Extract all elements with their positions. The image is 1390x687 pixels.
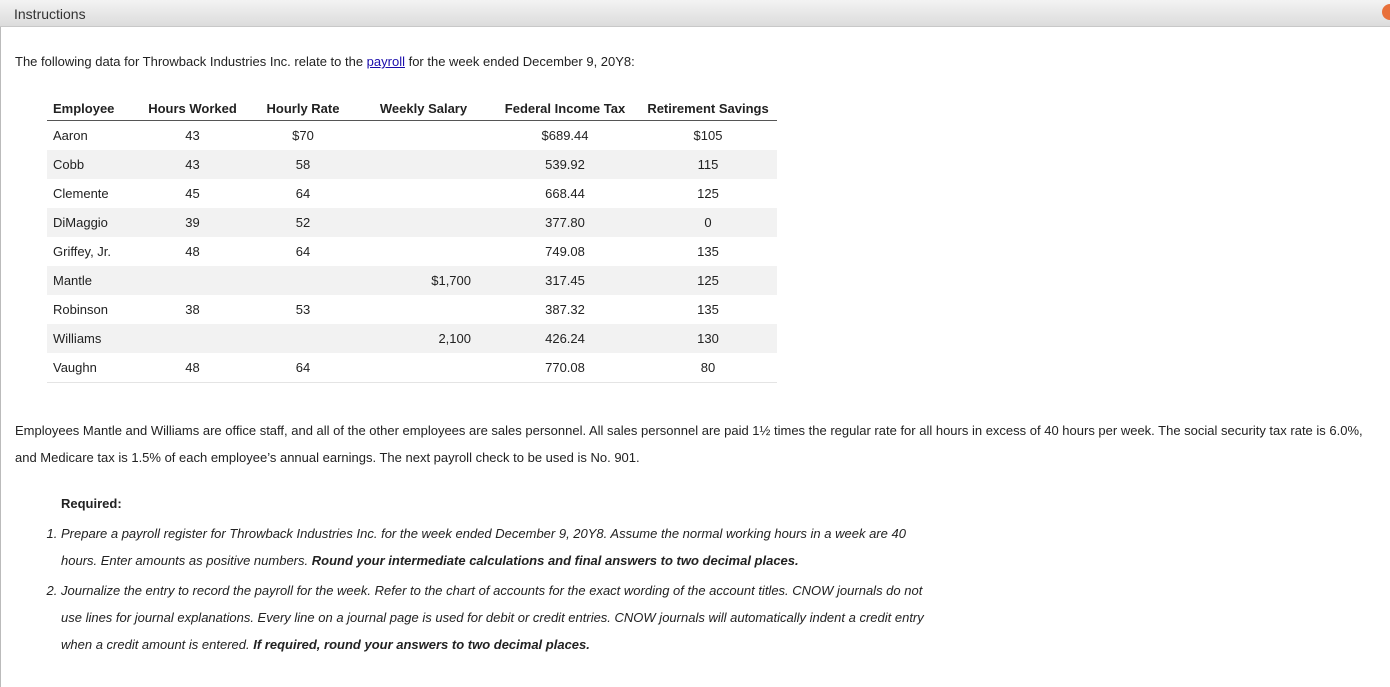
requirements-list [15,520,941,661]
cell-retirement: 130 [639,324,777,353]
table-row [47,324,777,353]
col-header-hours-worked: Hours Worked [135,96,250,121]
requirement-item [61,520,941,574]
employee-info-paragraph: Employees Mantle and Williams are office staff, and all of the other employees are sales personnel. All sales personnel are paid 1½ times the regular rate for all hours in excess of 40 hours per week. The social security tax rate is 6.0%, and Medicare tax is 1.5% of each employee’s annual earnings. The next payroll check to be used is No. 901. [15,423,1363,465]
cell-retirement: 135 [697,302,719,317]
cell-fed-tax: $689.44 [541,128,589,143]
col-header-retirement-savings: Retirement Savings [639,96,777,121]
payroll-link[interactable]: payroll [366,54,405,69]
table-row [47,353,777,383]
cell-retirement: 0 [639,208,777,237]
cell-rate: 64 [295,244,311,259]
intro-after: for the week ended December 9, 20Y8: [404,54,635,69]
cell-retirement: $105 [693,128,723,143]
cell-hours [135,266,250,295]
cell-salary [356,237,491,266]
cell-hours: 48 [135,353,250,383]
cell-fed-tax: 377.80 [491,208,639,237]
table-row [47,266,777,295]
cell-retirement: 125 [639,266,777,295]
cell-employee: DiMaggio [47,208,135,237]
cell-hours: 43 [185,128,200,143]
cell-retirement: 80 [639,353,777,383]
cell-salary [356,150,491,179]
cell-hours: 43 [135,150,250,179]
cell-rate: $70 [292,128,314,143]
cell-salary [356,121,491,151]
cell-rate: 64 [250,353,356,383]
requirement-bold-note: Round your intermediate calculations and final answers to two decimal places. [311,553,799,568]
cell-salary: $1,700 [356,266,491,295]
table-row [47,150,777,179]
intro-before: The following data for Throwback Industries Inc. relate to the [15,54,367,69]
cell-fed-tax: 387.32 [545,302,585,317]
cell-employee: Cobb [47,150,135,179]
intro-text [15,54,635,69]
required-label: Required: [61,496,122,511]
requirement-item [61,577,941,658]
table-row [47,179,777,208]
cell-fed-tax: 539.92 [491,150,639,179]
cell-employee: Mantle [47,266,135,295]
close-icon[interactable] [1382,4,1390,20]
col-header-employee: Employee [47,96,135,121]
cell-salary [356,179,491,208]
col-header-hourly-rate: Hourly Rate [250,96,356,121]
cell-employee: Williams [47,324,135,353]
left-border [0,27,1,687]
cell-employee: Clemente [53,186,109,201]
table-row [47,237,777,266]
table-header-row [47,96,777,121]
cell-fed-tax: 317.45 [491,266,639,295]
requirement-bold-note: If required, round your answers to two decimal places. [253,637,590,652]
cell-rate [250,324,356,353]
cell-hours: 38 [185,302,200,317]
cell-employee: Aaron [53,128,88,143]
cell-retirement: 135 [697,244,719,259]
cell-rate: 52 [250,208,356,237]
cell-salary [356,295,491,324]
cell-rate: 58 [250,150,356,179]
cell-retirement: 125 [697,186,719,201]
cell-employee: Griffey, Jr. [53,244,112,259]
cell-hours [135,324,250,353]
table-row [47,121,777,151]
col-header-weekly-salary: Weekly Salary [356,96,491,121]
cell-fed-tax: 749.08 [545,244,585,259]
cell-retirement: 115 [639,150,777,179]
table-row [47,208,777,237]
header-title: Instructions [14,6,86,22]
cell-salary [356,208,491,237]
table-row [47,295,777,324]
cell-fed-tax: 426.24 [491,324,639,353]
cell-rate [250,266,356,295]
cell-hours: 48 [185,244,200,259]
cell-rate: 64 [295,186,311,201]
requirement-text: Journalize the entry to record the payroll for the week. Refer to the chart of accounts for the exact wording of the account titles. CNOW journals do not use lines for journal explanations. Every line on a journal page is used for debit or credit entries. CNOW journals will automatically indent a credit entry when a credit amount is entered. [61,583,924,652]
requirement-text: Prepare a payroll register for Throwback Industries Inc. for the week ended December 9, 20Y8. Assume the normal working hours in a week are 40 hours. Enter amounts as positive numbers. [61,526,906,568]
payroll-data-table [47,96,777,383]
cell-hours: 39 [135,208,250,237]
col-header-federal-income-tax: Federal Income Tax [491,96,639,121]
cell-rate: 53 [295,302,311,317]
cell-employee: Vaughn [47,353,135,383]
cell-employee: Robinson [53,302,108,317]
instructions-header [0,0,1390,27]
cell-fed-tax: 770.08 [491,353,639,383]
cell-fed-tax: 668.44 [545,186,585,201]
cell-salary [356,353,491,383]
cell-salary: 2,100 [356,324,491,353]
cell-hours: 45 [185,186,200,201]
